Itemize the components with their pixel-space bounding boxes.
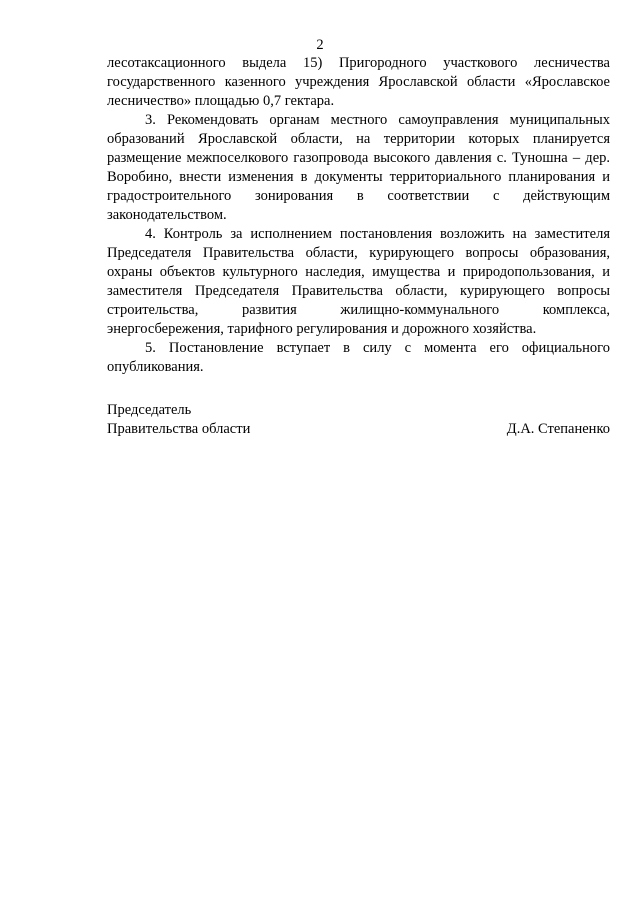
signatory-name: Д.А. Степаненко <box>506 421 610 437</box>
page-number: 2 <box>316 37 324 53</box>
paragraph-continuation: лесотаксационного выдела 15) Пригородного участкового лесничества государственного казенного учреждения Ярославской области «Ярославское лесничество» площадью 0,7 гектара. <box>107 55 610 109</box>
signatory-title-line1: Председатель <box>107 402 192 418</box>
signature-block <box>107 401 610 439</box>
signature-row <box>107 420 610 439</box>
paragraph-item-4: 4. Контроль за исполнением постановления возложить на заместителя Председателя Правительства области, курирующего вопросы образования, охраны объектов культурного наследия, имущества и природопользования, и заместителя Председателя Правительства области, курирующего вопросы строительства, развития жилищно-коммунального комплекса, энергосбережения, тарифного регулирования и дорожного хозяйства. <box>107 226 610 337</box>
document-body <box>107 54 610 377</box>
paragraph-item-5: 5. Постановление вступает в силу с момента его официального опубликования. <box>107 340 610 375</box>
paragraph-item-3: 3. Рекомендовать органам местного самоуправления муниципальных образований Ярославской области, на территории которых планируется размещение межпоселкового газопровода высокого давления с. Туношна – дер. Воробино, внести изменения в документы территориального планирования и градостроительного зонирования в соответствии с действующим законодательством. <box>107 112 610 223</box>
signatory-title-line2: Правительства области <box>107 421 251 437</box>
